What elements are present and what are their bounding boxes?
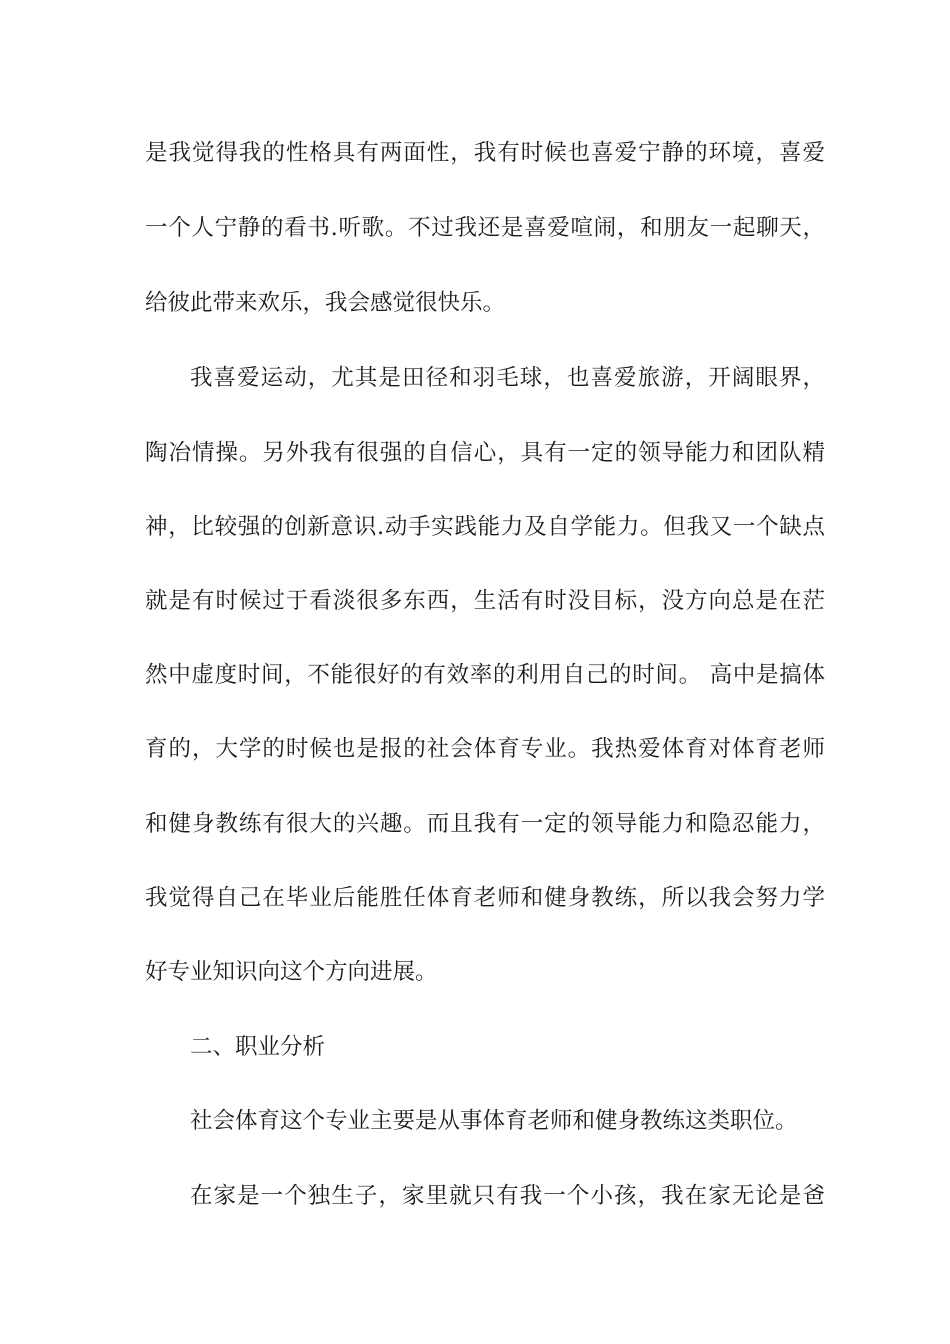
- paragraph-line: 神，比较强的创新意识.动手实践能力及自学能力。但我又一个缺点: [145, 514, 825, 540]
- paragraph-line: 就是有时候过于看淡很多东西，生活有时没目标，没方向总是在茫: [145, 588, 825, 614]
- paragraph-line: 社会体育这个专业主要是从事体育老师和健身教练这类职位。: [190, 1108, 798, 1134]
- paragraph-line: 然中虚度时间，不能很好的有效率的利用自己的时间。 高中是搞体: [145, 662, 825, 688]
- paragraph-line: 我觉得自己在毕业后能胜任体育老师和健身教练，所以我会努力学: [145, 885, 825, 911]
- paragraph-line: 给彼此带来欢乐，我会感觉很快乐。: [145, 290, 506, 316]
- paragraph-line: 陶冶情操。另外我有很强的自信心，具有一定的领导能力和团队精: [145, 440, 825, 466]
- paragraph-line: 我喜爱运动，尤其是田径和羽毛球，也喜爱旅游，开阔眼界，: [190, 365, 825, 391]
- paragraph-line: 是我觉得我的性格具有两面性，我有时候也喜爱宁静的环境，喜爱: [145, 140, 825, 166]
- paragraph-line: 好专业知识向这个方向进展。: [145, 959, 438, 985]
- paragraph-line: 在家是一个独生子，家里就只有我一个小孩，我在家无论是爸: [190, 1183, 825, 1209]
- section-heading: 二、职业分析: [190, 1034, 326, 1060]
- paragraph-line: 育的，大学的时候也是报的社会体育专业。我热爱体育对体育老师: [145, 736, 825, 762]
- paragraph-line: 一个人宁静的看书.听歌。不过我还是喜爱喧闹，和朋友一起聊天，: [145, 215, 825, 241]
- paragraph-line: 和健身教练有很大的兴趣。而且我有一定的领导能力和隐忍能力，: [145, 811, 825, 837]
